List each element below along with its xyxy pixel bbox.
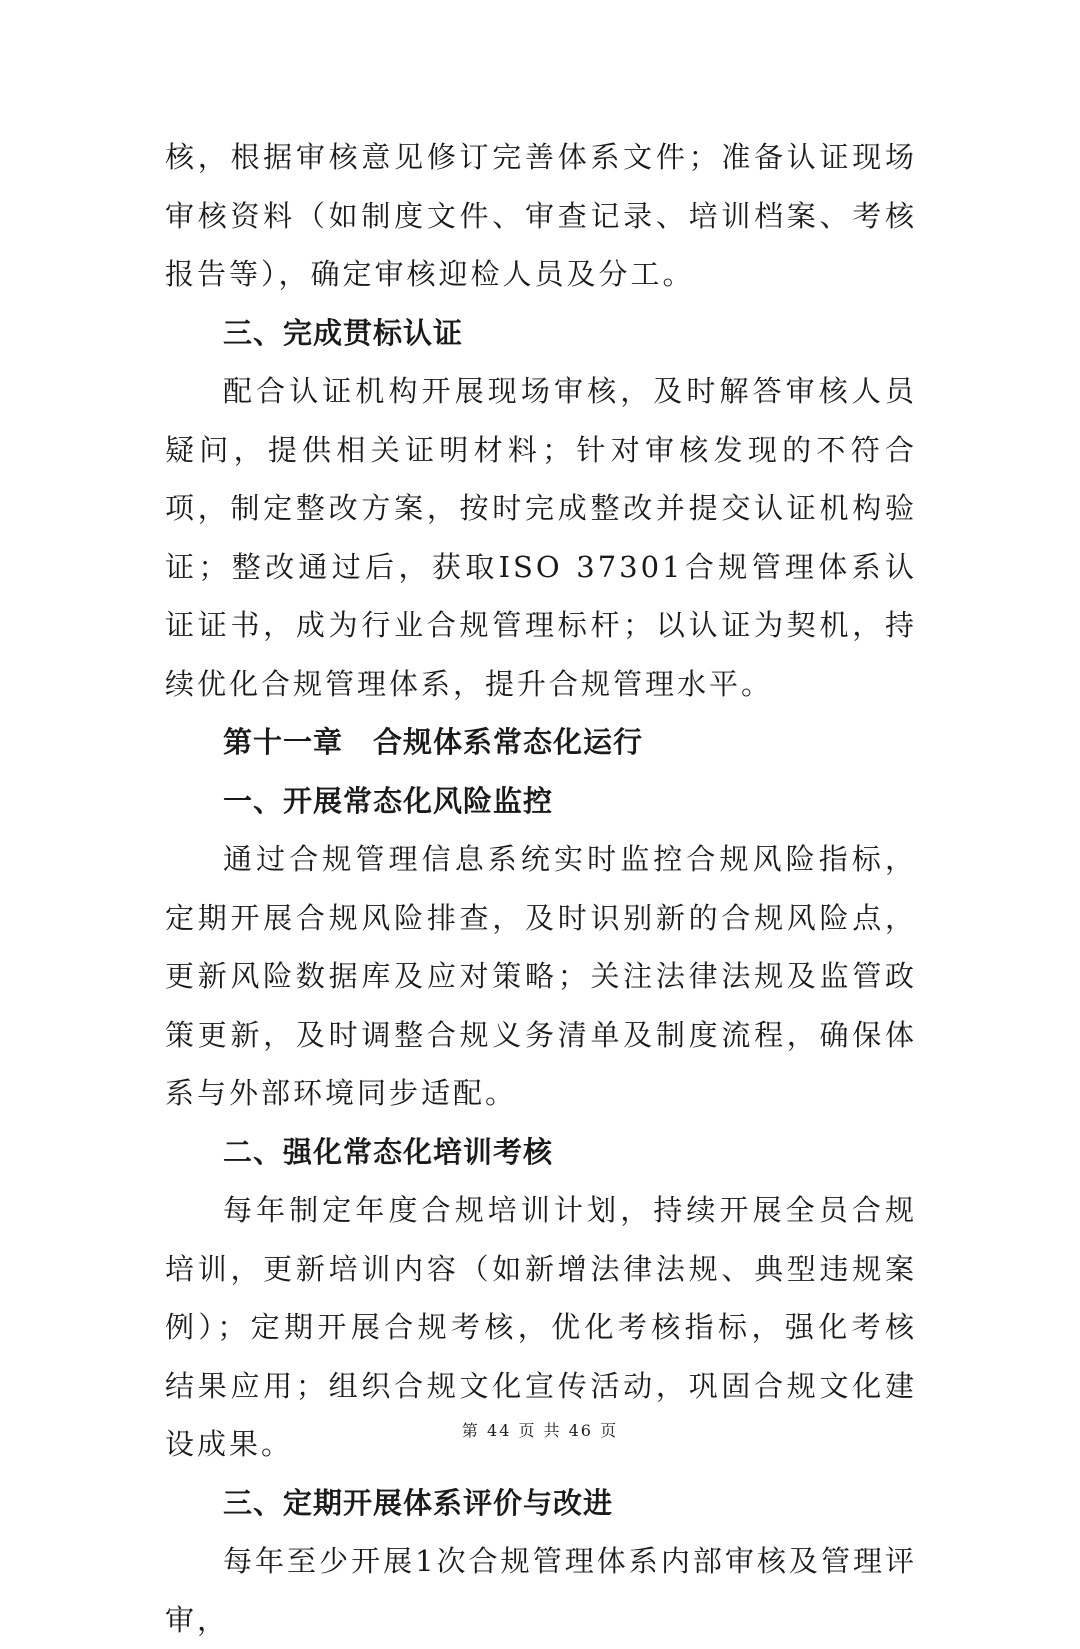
page-footer: 第 44 页 共 46 页: [461, 1421, 619, 1440]
paragraph-training: 每年制定年度合规培训计划，持续开展全员合规培训，更新培训内容（如新增法律法规、典型违规案例）；定期开展合规考核，优化考核指标，强化考核结果应用；组织合规文化宣传活动，巩固合规文化建设成果。: [165, 1193, 917, 1461]
paragraph-risk-monitoring: 通过合规管理信息系统实时监控合规风险指标，定期开展合规风险排查，及时识别新的合规风险点，更新风险数据库及应对策略；关注法律法规及监管政策更新，及时调整合规义务清单及制度流程，确保体系与外部环境同步适配。: [165, 842, 917, 1110]
section-heading-evaluation: 三、定期开展体系评价与改进: [223, 1485, 614, 1520]
chapter-heading: 第十一章 合规体系常态化运行: [223, 725, 644, 759]
paragraph-continuation: 核，根据审核意见修订完善体系文件；准备认证现场审核资料（如制度文件、审查记录、培训档案、考核报告等），确定审核迎检人员及分工。: [165, 140, 917, 291]
section-heading-training: 二、强化常态化培训考核: [223, 1134, 554, 1169]
paragraph-certification: 配合认证机构开展现场审核，及时解答审核人员疑问，提供相关证明材料；针对审核发现的不符合项，制定整改方案，按时完成整改并提交认证机构验证；整改通过后，获取ISO 37301合规管理体系认证证书，成为行业合规管理标杆；以认证为契机，持续优化合规管理体系，提升合规管理水平。: [165, 374, 917, 701]
paragraph-evaluation: 每年至少开展1次合规管理体系内部审核及管理评审，: [165, 1544, 917, 1637]
section-heading-certification: 三、完成贯标认证: [223, 315, 464, 350]
section-heading-risk-monitoring: 一、开展常态化风险监控: [223, 783, 554, 818]
